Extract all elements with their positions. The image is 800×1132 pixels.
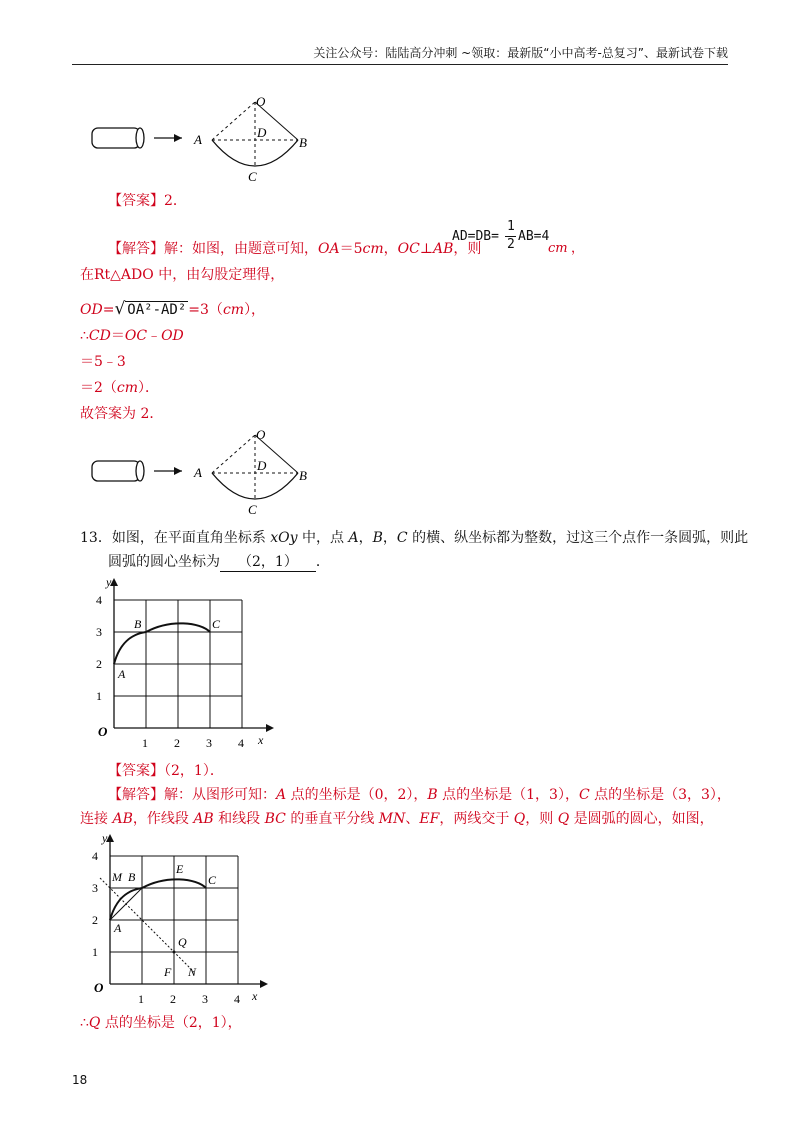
svg-text:A: A — [118, 667, 126, 681]
svg-text:y: y — [102, 831, 108, 845]
svg-text:Q: Q — [178, 935, 187, 949]
solution-12-line4: ∴CD＝OC﹣OD — [80, 328, 184, 344]
svg-text:1: 1 — [142, 736, 148, 750]
svg-text:N: N — [188, 965, 197, 979]
svg-text:B: B — [128, 870, 136, 884]
label-C: C — [248, 502, 257, 517]
solution-12-line3: OD=√ OA²-AD² =3（cm）， — [80, 299, 266, 319]
svg-text:3: 3 — [92, 881, 98, 895]
label-O: O — [256, 94, 266, 109]
solution-13-last: ∴Q 点的坐标是（2，1）， — [80, 1015, 242, 1031]
solution-12-line6: ＝2（cm）． — [80, 380, 160, 396]
svg-text:3: 3 — [206, 736, 212, 750]
header-text: 关注公众号：陆陆高分冲刺 ~领取：最新版“小中高考-总复习”、最新试卷下载 — [313, 46, 728, 60]
label-B: B — [299, 468, 307, 483]
q13-line2: 圆弧的圆心坐标为 （2，1） ． — [108, 554, 330, 570]
svg-text:1: 1 — [92, 945, 98, 959]
label-D: D — [257, 125, 267, 140]
svg-text:C: C — [212, 617, 221, 631]
label-A: A — [194, 132, 202, 147]
svg-text:4: 4 — [96, 593, 102, 607]
svg-text:B: B — [134, 617, 142, 631]
grid-figure-2 — [88, 828, 274, 1008]
svg-text:2: 2 — [96, 657, 102, 671]
svg-text:1: 1 — [138, 992, 144, 1006]
label-O: O — [256, 427, 266, 442]
arc-figure-2 — [88, 425, 328, 519]
label-C: C — [248, 169, 257, 184]
solution-12-line1: 【解答】解：如图，由题意可知，OA＝5cm，OC⊥AB，则 — [108, 241, 482, 257]
svg-text:O: O — [98, 724, 108, 739]
svg-text:1: 1 — [96, 689, 102, 703]
label-B: B — [299, 135, 307, 150]
page-number: 18 — [72, 1073, 88, 1087]
label-D: D — [257, 458, 267, 473]
svg-text:2: 2 — [174, 736, 180, 750]
svg-text:3: 3 — [96, 625, 102, 639]
answer-13: 【答案】（2，1）． — [108, 763, 224, 779]
svg-text:C: C — [208, 873, 217, 887]
svg-text:F: F — [164, 965, 172, 979]
page-header — [72, 44, 728, 65]
grid-figure-1 — [90, 572, 280, 752]
svg-text:4: 4 — [234, 992, 240, 1006]
solution-12-line5: ＝5﹣3 — [80, 354, 126, 370]
svg-text:A: A — [114, 921, 122, 935]
arc-figure-1 — [88, 92, 328, 186]
svg-text:x: x — [258, 733, 264, 747]
label-A: A — [194, 465, 202, 480]
solution-12-line2: 在Rt△ADO 中，由勾股定理得， — [80, 267, 285, 283]
q13-line1: 13．如图，在平面直角坐标系 xOy 中，点 A，B，C 的横、纵坐标都为整数，过这三个点作一条圆弧，则此 — [80, 530, 749, 546]
svg-text:O: O — [94, 980, 104, 995]
svg-text:M: M — [112, 870, 122, 884]
svg-text:2: 2 — [92, 913, 98, 927]
solution-13-line2: 连接 AB，作线段 AB 和线段 BC 的垂直平分线 MN、EF，两线交于 Q，则 Q 是圆弧的圆心，如图， — [80, 811, 714, 827]
q13-answer-blank: （2，1） — [220, 553, 316, 572]
solution-13-line1: 【解答】解：从图形可知：A 点的坐标是（0，2），B 点的坐标是（1，3），C 点的坐标是（3，3）， — [108, 787, 731, 803]
svg-text:4: 4 — [238, 736, 244, 750]
svg-text:4: 4 — [92, 849, 98, 863]
solution-12-line7: 故答案为 2． — [80, 406, 164, 422]
svg-text:E: E — [176, 862, 184, 876]
answer-12: 【答案】2． — [108, 193, 187, 209]
svg-text:3: 3 — [202, 992, 208, 1006]
svg-text:y: y — [106, 575, 112, 589]
svg-text:2: 2 — [170, 992, 176, 1006]
svg-text:x: x — [252, 989, 258, 1003]
